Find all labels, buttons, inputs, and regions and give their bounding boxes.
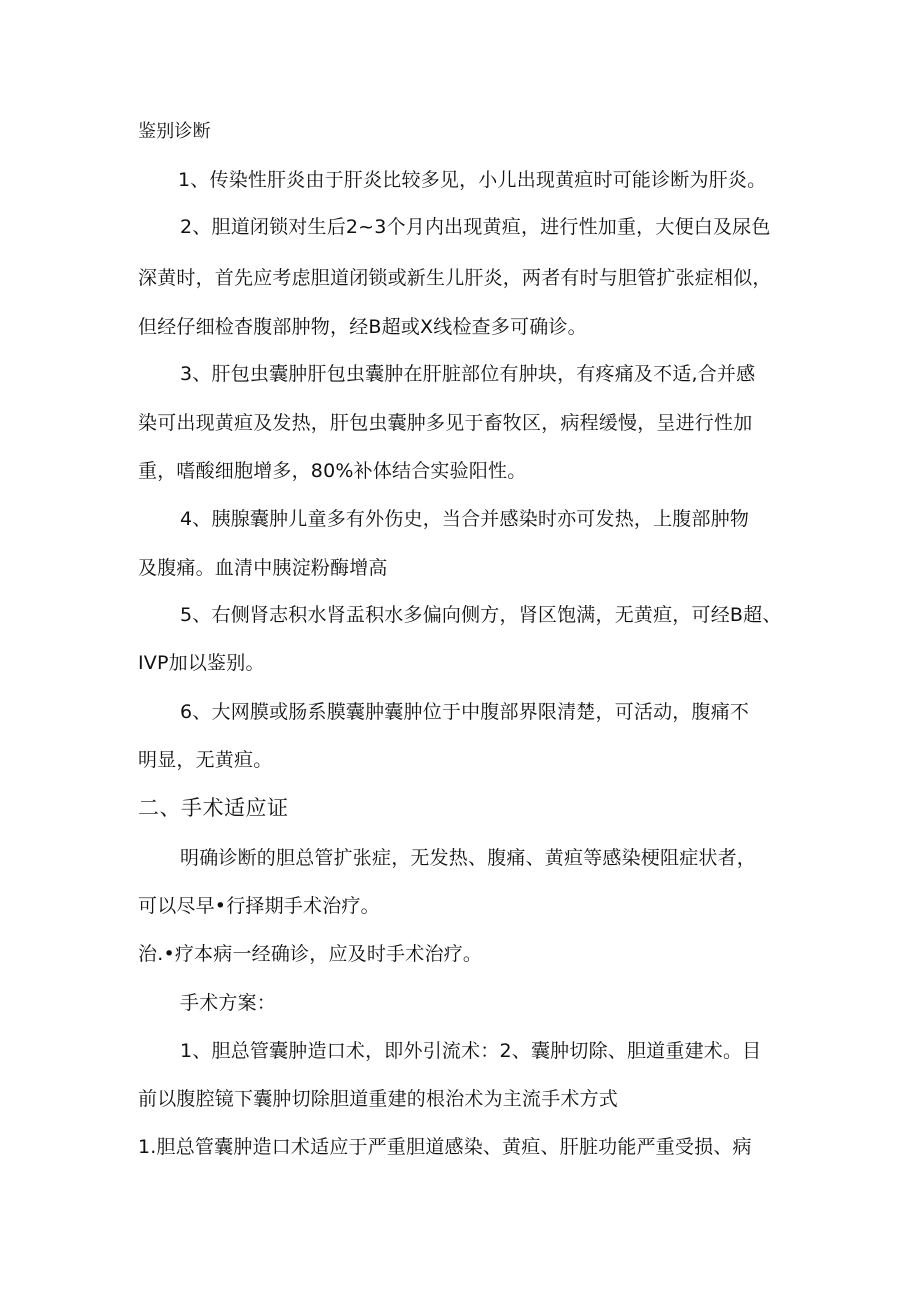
indication-para-line-2: 可以尽早•行择期手术治疗。 — [138, 895, 380, 917]
heading-differential-diagnosis: 鉴别诊断 — [138, 121, 211, 142]
item-3-line-1: 3、肝包虫囊肿肝包虫囊肿在肝脏部位有肿块，有疼痛及不适,合并感 — [180, 363, 756, 385]
item-2-line-1: 2、胆道闭锁对生后2~3个月内出现黄疸，进行性加重，大便白及尿色 — [180, 216, 771, 238]
item-1-line-1: 1、传染性肝炎由于肝炎比较多见，小儿出现黄疸时可能诊断为肝炎。 — [178, 169, 767, 191]
section-heading-surgical-indications: 二、手术适应证 — [138, 796, 289, 820]
item-6-line-2: 明显，无黄疸。 — [138, 749, 273, 771]
surgical-plan-line-2: 前以腹腔镜下囊肿切除胆道重建的根治术为主流手术方式 — [138, 1088, 619, 1110]
surgical-plan-label: 手术方案： — [180, 992, 277, 1014]
item-5-line-1: 5、右侧肾志积水肾盂积水多偏向侧方，肾区饱满，无黄疸，可经B超、 — [180, 604, 782, 626]
item-4-line-1: 4、胰腺囊肿儿童多有外伤史，当合并感染时亦可发热，上腹部肿物 — [180, 508, 750, 530]
cyst-enterostomy-line: 1.胆总管囊肿造口术适应于严重胆道感染、黄疸、肝脏功能严重受损、病 — [138, 1136, 752, 1158]
item-2-line-2: 深黄时，首先应考虑胆道闭锁或新生儿肝炎，两者有时与胆管扩张症相似， — [138, 267, 772, 289]
item-4-line-2: 及腹痛。血清中胰淀粉酶增高 — [138, 557, 388, 579]
item-2-line-3: 但经仔细检杳腹部肿物，经B超或X线检查多可确诊。 — [138, 316, 587, 338]
surgical-plan-line-1: 1、胆总管囊肿造口术，即外引流术：2、囊肿切除、胆道重建术。目 — [180, 1040, 762, 1062]
item-3-line-3: 重，嗜酸细胞增多，80%补体结合实验阳性。 — [138, 460, 527, 482]
treatment-note: 治.•疗本病一经确诊，应及时手术治疗。 — [138, 943, 483, 965]
item-3-line-2: 染可出现黄疸及发热，肝包虫囊肿多见于畜牧区，病程缓慢，呈进行性加 — [138, 412, 753, 434]
item-6-line-1: 6、大网膜或肠系膜囊肿囊肿位于中腹部界限清楚，可活动，腹痛不 — [180, 701, 750, 723]
indication-para-line-1: 明确诊断的胆总管扩张症，无发热、腹痛、黄疸等感染梗阻症状者， — [180, 847, 757, 869]
item-5-line-2: IVP加以鉴别。 — [138, 652, 265, 674]
